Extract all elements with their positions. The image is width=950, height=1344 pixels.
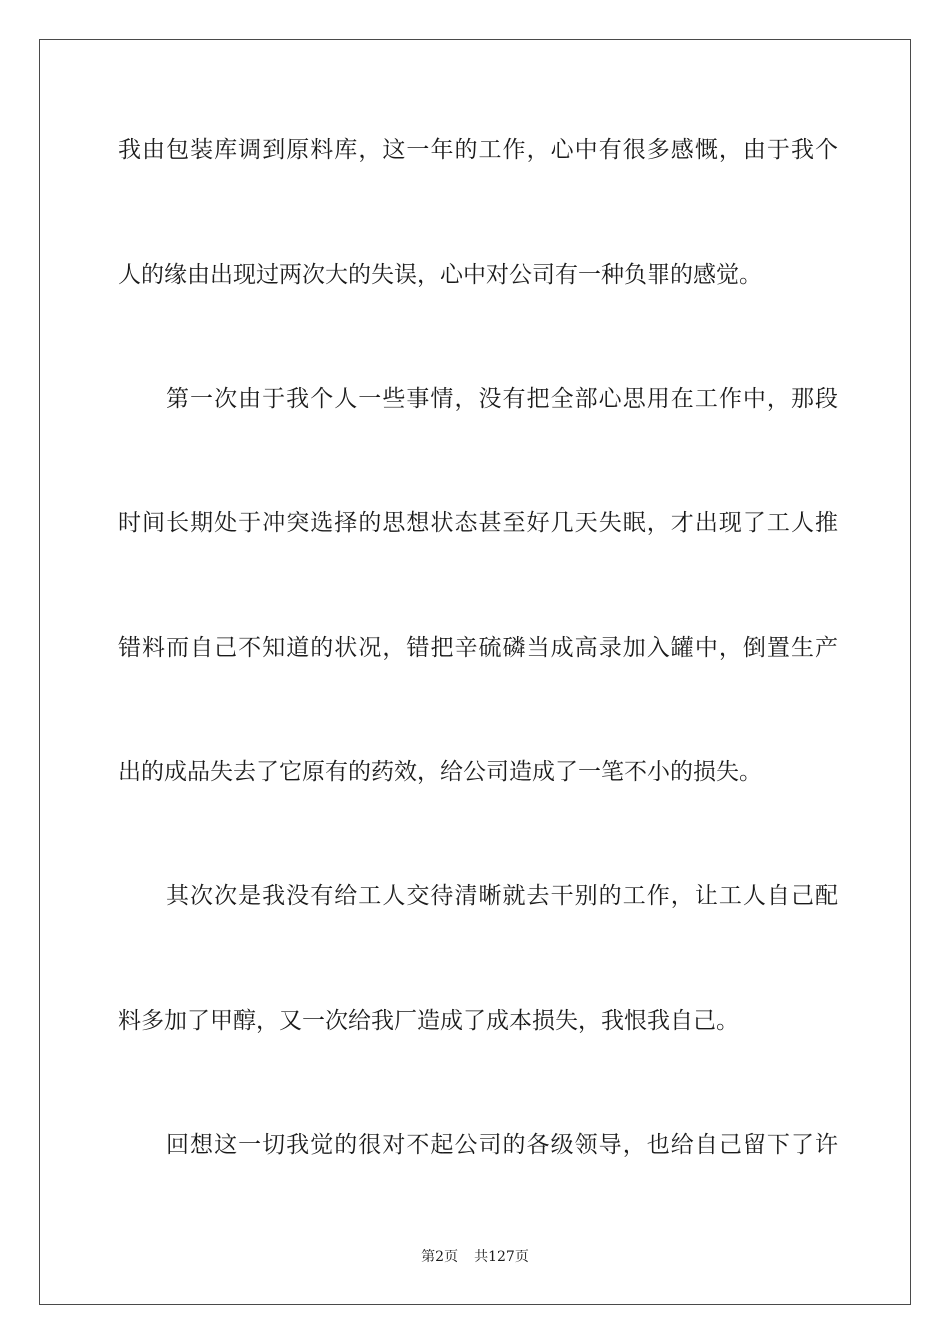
text-line-6: 出的成品失去了它原有的药效，给公司造成了一笔不小的损失。 — [118, 759, 762, 785]
text-line-1: 我由包装库调到原料库，这一年的工作，心中有很多感慨，由于我个 — [118, 137, 838, 163]
page-number: 第2页 — [421, 1249, 459, 1265]
text-line-5: 错料而自己不知道的状况，错把辛硫磷当成高录加入罐中，倒置生产 — [118, 635, 838, 661]
text-line-2: 人的缘由出现过两次大的失误，心中对公司有一种负罪的感觉。 — [118, 262, 762, 288]
text-line-4: 时间长期处于冲突选择的思想状态甚至好几天失眠，才出现了工人推 — [118, 510, 838, 536]
page-footer — [0, 1246, 950, 1266]
text-line-7: 其次次是我没有给工人交待清晰就去干别的工作，让工人自己配 — [166, 883, 838, 909]
page-frame — [39, 39, 911, 1305]
text-line-8: 料多加了甲醇，又一次给我厂造成了成本损失，我恨我自己。 — [118, 1008, 739, 1034]
text-line-9: 回想这一切我觉的很对不起公司的各级领导，也给自己留下了许 — [166, 1132, 838, 1158]
total-pages: 共127页 — [474, 1249, 529, 1265]
text-line-3: 第一次由于我个人一些事情，没有把全部心思用在工作中，那段 — [166, 386, 838, 412]
